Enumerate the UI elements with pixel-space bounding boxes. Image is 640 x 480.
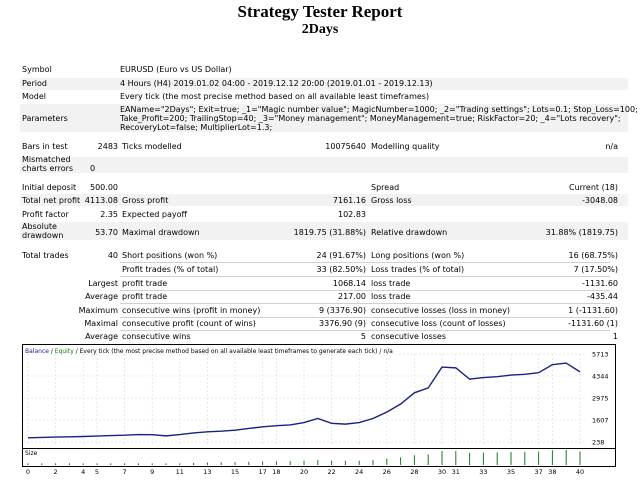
legend-equity: Equity bbox=[54, 348, 74, 355]
initial-deposit-value: 500.00 bbox=[90, 183, 118, 192]
spread-label: Spread bbox=[371, 183, 400, 192]
x-tick-label: 17 bbox=[258, 468, 267, 476]
report-title: Strategy Tester Report bbox=[237, 2, 403, 21]
largest-profit-value: 1068.14 bbox=[332, 279, 366, 288]
balance-chart bbox=[22, 344, 616, 478]
x-tick-label: 31 bbox=[451, 468, 460, 476]
cons-loss-count-label: consecutive loss (count of losses) bbox=[371, 319, 506, 328]
gross-loss-value: -3048.08 bbox=[582, 196, 618, 205]
x-tick-label: 18 bbox=[272, 468, 281, 476]
absolute-drawdown-value: 53.70 bbox=[95, 228, 118, 237]
short-positions-value: 24 (91.67%) bbox=[316, 251, 366, 260]
balance-chart-frame bbox=[23, 345, 616, 449]
avg-cons-losses-value: 1 bbox=[612, 332, 618, 341]
avg-cons-wins-label: consecutive wins bbox=[122, 332, 191, 341]
y-tick-label: 238 bbox=[592, 438, 605, 447]
symbol-value: EURUSD (Euro vs US Dollar) bbox=[120, 65, 232, 74]
x-tick-label: 20 bbox=[299, 468, 309, 476]
row-separator bbox=[120, 276, 610, 277]
row-separator bbox=[120, 330, 610, 331]
largest-label: Largest bbox=[88, 279, 118, 288]
row-separator bbox=[120, 262, 610, 263]
largest-profit-label: profit trade bbox=[122, 279, 168, 288]
bars-label: Bars in test bbox=[22, 142, 68, 151]
parameters-line: Take_Profit=200; TrailingStop=40; _3="Money management"; MoneyManagement=true; RiskFactor=20; _4="Lots recovery"; bbox=[120, 114, 621, 123]
cons-profit-count-label: consecutive profit (count of wins) bbox=[122, 319, 256, 328]
loss-trades-label: Loss trades (% of total) bbox=[371, 265, 465, 274]
chart-legend bbox=[25, 348, 393, 355]
y-tick-label: 4344 bbox=[592, 372, 609, 381]
maximum-label: Maximum bbox=[78, 306, 118, 315]
expected-payoff-value: 102.83 bbox=[338, 210, 366, 219]
legend-separator: / bbox=[48, 348, 55, 355]
legend-balance: Balance bbox=[25, 348, 49, 355]
x-tick-label: 5 bbox=[94, 468, 100, 476]
period-value: 4 Hours (H4) 2019.01.02 04:00 - 2019.12.12 20:00 (2019.01.01 - 2019.12.13) bbox=[120, 79, 433, 88]
x-tick-label: 7 bbox=[122, 468, 127, 476]
gross-profit-value: 7161.16 bbox=[332, 196, 366, 205]
x-tick-label: 30 bbox=[437, 468, 447, 476]
x-axis-ticks bbox=[26, 468, 584, 476]
legend-description: / Every tick (the most precise method based on all available least timeframes to generate each tick) / n/a bbox=[73, 348, 393, 355]
y-tick-label: 5713 bbox=[592, 350, 609, 359]
average-profit-value: 217.00 bbox=[338, 292, 366, 301]
size-panel-frame bbox=[23, 449, 616, 467]
x-tick-label: 15 bbox=[230, 468, 240, 476]
expected-payoff-label: Expected payoff bbox=[122, 210, 187, 219]
profit-trades-value: 33 (82.50%) bbox=[316, 265, 366, 274]
parameters-line: EAName="2Days"; Exit=true; _1="Magic number value"; MagicNumber=1000; _2="Trading settings"; Lots=0.1; Stop_Loss=100; bbox=[120, 105, 638, 114]
bars-value: 2483 bbox=[97, 142, 118, 151]
x-tick-label: 11 bbox=[175, 468, 184, 476]
x-tick-label: 4 bbox=[81, 468, 86, 476]
y-tick-label: 1607 bbox=[592, 416, 609, 425]
short-positions-label: Short positions (won %) bbox=[122, 251, 218, 260]
x-tick-label: 9 bbox=[150, 468, 155, 476]
avg-cons-wins-value: 5 bbox=[360, 332, 366, 341]
gross-profit-label: Gross profit bbox=[122, 196, 169, 205]
average-profit-label: profit trade bbox=[122, 292, 168, 301]
period-label: Period bbox=[22, 79, 47, 88]
ticks-value: 10075640 bbox=[325, 142, 366, 151]
mismatch-label: charts errors bbox=[22, 164, 74, 173]
x-tick-label: 13 bbox=[203, 468, 212, 476]
avg-cons-losses-label: consecutive losses bbox=[371, 332, 447, 341]
relative-drawdown-value: 31.88% (1819.75) bbox=[545, 228, 618, 237]
cons-wins-money-value: 9 (3376.90) bbox=[319, 306, 366, 315]
net-profit-label: Total net profit bbox=[22, 196, 81, 205]
cons-profit-count-value: 3376.90 (9) bbox=[319, 319, 366, 328]
maximal-label: Maximal bbox=[84, 319, 118, 328]
absolute-drawdown-label: Absolute bbox=[22, 222, 57, 231]
row-separator bbox=[120, 290, 610, 291]
quality-label: Modelling quality bbox=[371, 142, 440, 151]
average-loss-label: loss trade bbox=[371, 292, 411, 301]
row-separator bbox=[120, 317, 610, 318]
spread-value: Current (18) bbox=[568, 183, 618, 192]
x-tick-label: 22 bbox=[327, 468, 336, 476]
x-tick-label: 38 bbox=[548, 468, 557, 476]
profit-factor-value: 2.35 bbox=[100, 210, 118, 219]
x-tick-label: 35 bbox=[506, 468, 516, 476]
total-trades-label: Total trades bbox=[22, 251, 69, 260]
mismatch-value: 0 bbox=[90, 164, 96, 173]
cons-wins-money-label: consecutive wins (profit in money) bbox=[122, 306, 261, 315]
net-profit-value: 4113.08 bbox=[84, 196, 118, 205]
average-loss-value: -435.44 bbox=[587, 292, 618, 301]
ticks-label: Ticks modelled bbox=[122, 142, 182, 151]
maximal-drawdown-value: 1819.75 (31.88%) bbox=[293, 228, 366, 237]
row-shade bbox=[20, 157, 628, 173]
model-label: Model bbox=[22, 92, 47, 101]
largest-loss-value: -1131.60 bbox=[582, 279, 618, 288]
long-positions-label: Long positions (won %) bbox=[371, 251, 465, 260]
relative-drawdown-label: Relative drawdown bbox=[371, 228, 448, 237]
symbol-label: Symbol bbox=[22, 65, 52, 74]
cons-losses-money-label: consecutive losses (loss in money) bbox=[371, 306, 511, 315]
x-tick-label: 40 bbox=[575, 468, 585, 476]
parameters-line: RecoveryLot=false; MultiplierLot=1.3; bbox=[120, 123, 273, 132]
average-label: Average bbox=[85, 292, 118, 301]
size-label: Size bbox=[25, 450, 38, 457]
x-tick-label: 2 bbox=[53, 468, 58, 476]
report-subtitle: 2Days bbox=[301, 22, 339, 37]
y-tick-label: 2975 bbox=[592, 394, 609, 403]
x-tick-label: 26 bbox=[382, 468, 391, 476]
loss-trades-value: 7 (17.50%) bbox=[573, 265, 618, 274]
cons-loss-count-value: -1131.60 (1) bbox=[568, 319, 618, 328]
quality-value: n/a bbox=[605, 142, 618, 151]
parameters-label: Parameters bbox=[22, 114, 68, 123]
row-separator bbox=[120, 303, 610, 304]
total-trades-value: 40 bbox=[107, 251, 118, 260]
initial-deposit-label: Initial deposit bbox=[22, 183, 77, 192]
x-tick-label: 33 bbox=[479, 468, 488, 476]
maximal-drawdown-label: Maximal drawdown bbox=[122, 228, 200, 237]
gross-loss-label: Gross loss bbox=[371, 196, 412, 205]
model-value: Every tick (the most precise method based on all available least timeframes) bbox=[120, 92, 430, 101]
largest-loss-label: loss trade bbox=[371, 279, 411, 288]
average-consecutive-label: Average bbox=[85, 332, 118, 341]
profit-factor-label: Profit factor bbox=[22, 210, 69, 219]
absolute-drawdown-label: drawdown bbox=[22, 231, 64, 240]
x-tick-label: 24 bbox=[355, 468, 364, 476]
x-tick-label: 28 bbox=[410, 468, 419, 476]
x-tick-label: 0 bbox=[25, 468, 31, 476]
mismatch-label: Mismatched bbox=[22, 155, 71, 164]
x-tick-label: 37 bbox=[534, 468, 543, 476]
long-positions-value: 16 (68.75%) bbox=[568, 251, 618, 260]
cons-losses-money-value: 1 (-1131.60) bbox=[568, 306, 618, 315]
profit-trades-label: Profit trades (% of total) bbox=[122, 265, 219, 274]
